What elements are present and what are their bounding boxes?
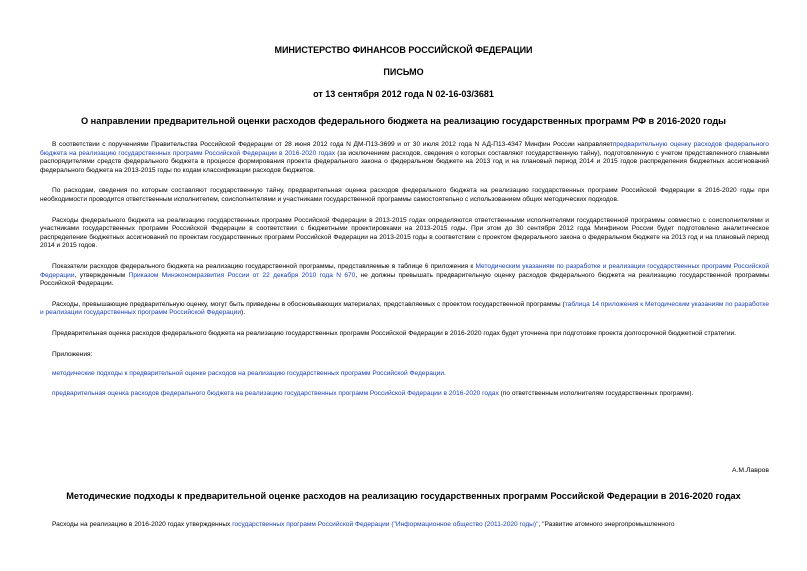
order-670-link[interactable]: Приказом Минэкономразвития России от 22 декабря 2010 года N 670 bbox=[128, 271, 356, 279]
paragraph-4-text-a: Показатели расходов федерального бюджета на реализацию государственной программы, представляемые в таблице 6 приложения к bbox=[52, 262, 476, 270]
document-subject: О направлении предварительной оценки расходов федерального бюджета на реализацию государственных программ РФ в 2016-2020 годы bbox=[80, 116, 727, 126]
ministry-heading: МИНИСТЕРСТВО ФИНАНСОВ РОССИЙСКОЙ ФЕДЕРАЦИИ bbox=[274, 45, 533, 55]
estimate-link[interactable]: предварительную оценку расходов федерального бюджета на реализацию государственных программ Российской Федерации в 2016-2020 годах bbox=[40, 141, 769, 157]
paragraph-1 bbox=[40, 141, 769, 175]
paragraph-6: Предварительная оценка расходов федерального бюджета на реализацию государственных программ Российской Федерации в 2016-2020 годах будет уточнена при подготовке проекта долгосрочной бюджетной стратегии. bbox=[52, 329, 737, 337]
paragraph-4-text-b: , утвержденным bbox=[74, 271, 129, 279]
methodical-guidelines-link[interactable]: Методическим указаниям по разработке и реализации государственных программ Российской Федерации bbox=[40, 262, 769, 279]
document-type-heading: ПИСЬМО bbox=[383, 67, 424, 77]
paragraph-5 bbox=[40, 301, 769, 318]
paragraph-4-text-c: , не должны превышать предварительную оценку расходов федерального бюджета на реализацию государственной программы Российской Федерации. bbox=[40, 271, 769, 288]
document-date-number: от 13 сентября 2012 года N 02-16-03/3681 bbox=[313, 89, 494, 99]
table-14-link[interactable]: таблица 14 приложения к Методическим указаниям по разработке и реализации государственных программ Российской Федерации bbox=[40, 300, 769, 317]
state-programs-link[interactable]: государственных программ Российской Федерации ("Информационное общество (2011-2020 годы)" bbox=[232, 521, 539, 528]
attachment-1-link[interactable]: методические подходы к предварительной оценке расходов на реализацию государственных программ Российской Федерации. bbox=[52, 370, 446, 378]
attachment-1 bbox=[40, 370, 769, 379]
attachment-2-link[interactable]: предварительная оценка расходов федерального бюджета на реализацию государственных программ Российской Федерации в 2016-2020 годах bbox=[52, 389, 499, 397]
attachments-title: Приложения: bbox=[52, 350, 93, 358]
letter-body bbox=[40, 141, 769, 409]
methods-paragraph bbox=[40, 521, 769, 530]
methods-text-b: , "Развитие атомного энергопромышленного bbox=[538, 521, 675, 528]
paragraph-1-text-a: В соответствии с поручениями Правительства Российской Федерации от 28 июня 2012 года N ДМ-П13-3699 и от 30 июля 2012 года N АД-П13-4347 Минфин России направляет bbox=[52, 141, 613, 148]
paragraph-2: По расходам, сведения по которым составляют государственную тайну, предварительная оценка расходов федерального бюджета на реализацию государственных программ Российской Федерации в 2016-2020 годы при необходимости проводится ответственным исполнителем, соисполнителями и участниками государственной программы самостоятельно с использованием общих методических подходов. bbox=[40, 187, 769, 203]
methods-heading: Методические подходы к предварительной оценке расходов на реализацию государственных программ Российской Федерации в 2016-2020 годах bbox=[66, 491, 741, 501]
methods-text-a: Расходы на реализацию в 2016-2020 годах утвержденных bbox=[52, 521, 233, 528]
signature: А.М.Лавров bbox=[732, 467, 769, 474]
attachment-2-text: (по ответственным исполнителям государственных программ). bbox=[498, 389, 694, 397]
paragraph-1-text-b: (за исключением расходов, сведения о которых составляют государственную тайну), подготовленную с учетом представленного главными распорядителями средств федерального бюджета в процессе формирования проекта федерального закона о федеральном бюджете на 2013 год и на плановый период 2014 и 2015 годов распределения бюджетных ассигнований федерального бюджета на 2013-2015 годы по кодам классификации расходов бюджетов. bbox=[40, 149, 769, 174]
attachment-2 bbox=[40, 390, 769, 399]
paragraph-3: Расходы федерального бюджета на реализацию государственных программ Российской Федерации в 2013-2015 годах определяются ответственными исполнителями государственной программы совместно с соисполнителями и участниками государственных программ Российской Федерации в соответствии с бюджетными проектировками на 2013-2015 годы. При этом до 30 сентября 2012 года Минфином России будет подготовлено аналитическое распределение бюджетных ассигнований по проектам государственных программ Российской Федерации на 2013-2015 годы в соответствии с проектом федерального закона о федеральном бюджете на 2013 год и на плановый период 2014 и 2015 годов. bbox=[40, 216, 769, 250]
paragraph-5-text-a: Расходы, превышающие предварительную оценку, могут быть приведены в обосновывающих материалах, представляемых с проектом государственной программы ( bbox=[52, 300, 565, 308]
paragraph-4 bbox=[40, 263, 769, 289]
paragraph-5-text-b: ). bbox=[241, 309, 246, 317]
